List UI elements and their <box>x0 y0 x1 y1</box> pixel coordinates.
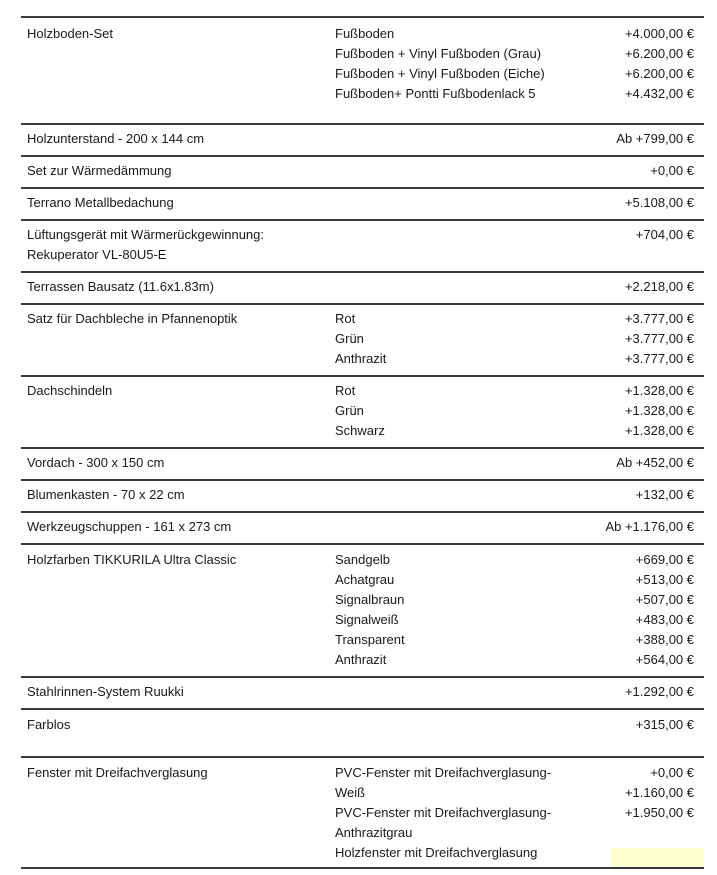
price: +4.432,00 € <box>624 86 694 101</box>
table-row <box>21 447 704 479</box>
price: +1.328,00 € <box>624 383 694 398</box>
item-prices <box>554 381 694 441</box>
option: Fußboden + Vinyl Fußboden (Grau) <box>335 46 542 61</box>
price: +704,00 € <box>635 227 694 242</box>
table-row <box>21 219 704 271</box>
option: Schwarz <box>335 423 385 438</box>
table-row <box>21 756 704 869</box>
price: +1.160,00 € <box>624 785 694 800</box>
option: Rot <box>335 383 356 398</box>
option: Fußboden <box>335 26 395 41</box>
item-prices <box>554 763 694 823</box>
option: Weiß <box>335 785 366 800</box>
table-row <box>21 479 704 511</box>
table-row <box>21 187 704 219</box>
price: +3.777,00 € <box>624 311 694 326</box>
price: +513,00 € <box>635 572 694 587</box>
item-name: Terrassen Bausatz (11.6x1.83m) <box>27 279 214 294</box>
item-prices <box>554 453 694 473</box>
table-row <box>21 708 704 756</box>
price: +0,00 € <box>650 765 694 780</box>
option: Grün <box>335 331 364 346</box>
price: +483,00 € <box>635 612 694 627</box>
item-name: Blumenkasten - 70 x 22 cm <box>27 487 185 502</box>
option: Rot <box>335 311 356 326</box>
price: +5.108,00 € <box>624 195 694 210</box>
table-row <box>21 676 704 708</box>
table-row <box>21 16 704 123</box>
item-options <box>335 381 585 441</box>
option: Fußboden + Vinyl Fußboden (Eiche) <box>335 66 545 81</box>
price: +4.000,00 € <box>624 26 694 41</box>
table-row <box>21 155 704 187</box>
item-options <box>335 24 585 104</box>
item-name: Lüftungsgerät mit Wärmerückgewinnung: Rekuperator VL-80U5-E <box>27 227 265 262</box>
item-options <box>335 550 585 670</box>
option: Sandgelb <box>335 552 390 567</box>
price: +1.328,00 € <box>624 423 694 438</box>
item-name: Farblos <box>27 717 71 732</box>
option: PVC-Fenster mit Dreifachverglasung- <box>335 765 552 780</box>
item-prices <box>554 161 694 181</box>
option: Signalbraun <box>335 592 405 607</box>
price: +669,00 € <box>635 552 694 567</box>
item-prices <box>554 309 694 369</box>
price: +1.328,00 € <box>624 403 694 418</box>
item-options <box>335 309 585 369</box>
item-name: Set zur Wärmedämmung <box>27 163 172 178</box>
item-prices <box>554 550 694 670</box>
price: +6.200,00 € <box>624 46 694 61</box>
item-name: Werkzeugschuppen - 161 x 273 cm <box>27 519 232 534</box>
table-row <box>21 543 704 676</box>
option: Anthrazitgrau <box>335 825 413 840</box>
item-name: Terrano Metallbedachung <box>27 195 174 210</box>
price: +0,00 € <box>650 163 694 178</box>
item-prices <box>554 24 694 104</box>
item-name: Holzunterstand - 200 x 144 cm <box>27 131 205 146</box>
price: +564,00 € <box>635 652 694 667</box>
item-prices <box>554 129 694 149</box>
table-row <box>21 511 704 543</box>
option: Anthrazit <box>335 351 387 366</box>
price: +3.777,00 € <box>624 331 694 346</box>
table-row <box>21 303 704 375</box>
item-prices <box>554 485 694 505</box>
option: Fußboden+ Pontti Fußbodenlack 5 <box>335 86 536 101</box>
item-prices <box>554 193 694 213</box>
item-name: Holzboden-Set <box>27 26 113 41</box>
item-prices <box>554 277 694 297</box>
table-row <box>21 123 704 155</box>
price: +2.218,00 € <box>624 279 694 294</box>
price: +132,00 € <box>635 487 694 502</box>
option: Grün <box>335 403 364 418</box>
item-name: Fenster mit Dreifachverglasung <box>27 765 208 780</box>
table-row <box>21 375 704 447</box>
option: Signalweiß <box>335 612 399 627</box>
price: Ab +452,00 € <box>616 455 694 470</box>
option: Achatgrau <box>335 572 395 587</box>
price: +1.292,00 € <box>624 684 694 699</box>
item-prices <box>554 682 694 702</box>
option: PVC-Fenster mit Dreifachverglasung- <box>335 805 552 820</box>
item-name: Holzfarben TIKKURILA Ultra Classic <box>27 552 237 567</box>
price: +315,00 € <box>635 717 694 732</box>
table-row <box>21 271 704 303</box>
item-prices <box>554 715 694 735</box>
price: +507,00 € <box>635 592 694 607</box>
price: Ab +1.176,00 € <box>605 519 694 534</box>
price: +388,00 € <box>635 632 694 647</box>
option: Anthrazit <box>335 652 387 667</box>
option: Holzfenster mit Dreifachverglasung <box>335 845 538 860</box>
item-prices <box>554 225 694 245</box>
price: +6.200,00 € <box>624 66 694 81</box>
item-name: Satz für Dachbleche in Pfannenoptik <box>27 311 238 326</box>
highlighted-empty-price-cell <box>611 848 704 866</box>
price-list-table <box>21 16 704 869</box>
price: +1.950,00 € <box>624 805 694 820</box>
price: +3.777,00 € <box>624 351 694 366</box>
item-name: Vordach - 300 x 150 cm <box>27 455 165 470</box>
option: Transparent <box>335 632 405 647</box>
item-name: Stahlrinnen-System Ruukki <box>27 684 184 699</box>
item-name: Dachschindeln <box>27 383 113 398</box>
item-prices <box>554 517 694 537</box>
price: Ab +799,00 € <box>616 131 694 146</box>
item-options <box>335 763 585 863</box>
